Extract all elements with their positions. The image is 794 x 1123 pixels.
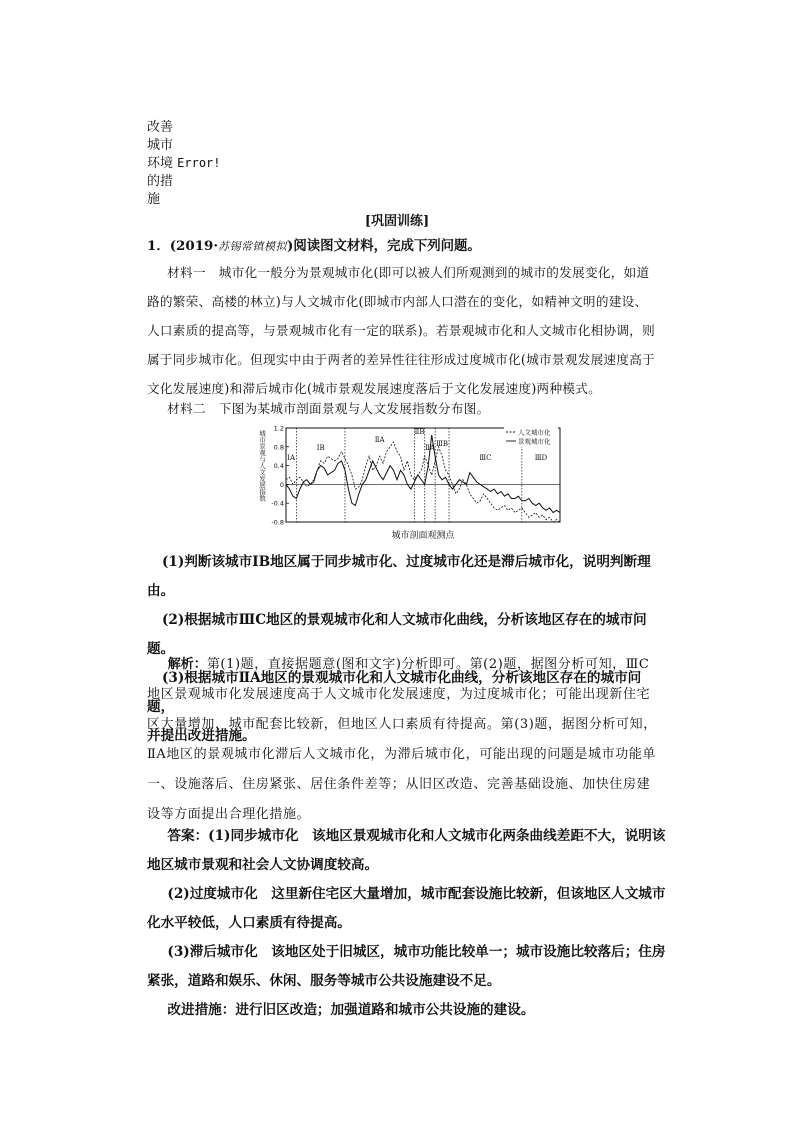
region-label: ⅢD [534,454,548,462]
region-label: ⅡA [374,436,385,444]
error-text: Error! [177,156,221,170]
y-tick-label: 1.2 [273,424,284,433]
answer-3: (3)滞后城市化 该地区处于旧城区，城市功能比较单一；城市设施比较落后；住房紧张，道路和娱乐、休闲、服务等城市公共设施建设不足。 [147,944,666,989]
question-1: (1)判断该城市ⅠB地区属于同步城市化、过度城市化还是滞后城市化，说明判断理由。 [147,554,651,599]
stub-line: 施 [147,192,161,207]
y-tick-label: 0 [279,480,284,489]
question-source: 苏锡常镇模拟 [218,240,287,253]
legend-label: 人文城市化 [518,428,551,437]
material-one: 材料一 城市化一般分为景观城市化(即可以被人们所观测到的城市的发展变化，如道路的繁荣、高楼的林立)与人文城市化(即城市内部人口潜在的变化，如精神文明的建设、人口素质的提高等，与景观城市化有一定的联系)。若景观城市化和人文城市化相协调，则属于同步城市化。但现实中由于两者的差异性往往形成过度城市化(城市景观发展速度高于文化发展速度)和滞后城市化(城市景观发展速度落后于文化发展速度)两种模式。 [147,265,656,396]
answer-4: 改进措施：进行旧区改造；加强道路和城市公共设施的建设。 [167,1002,535,1018]
question-3-cont: 并提出改进措施。 [147,728,256,744]
answer-2: (2)过度城市化 这里新住宅区大量增加，城市配套设施比较新，但该地区人文城市化水平较低，人口素质有待提高。 [147,886,666,931]
analysis-text: 第(1)题，直接据题意(图和文字)分析即可。第(2)题，据图分析可知，ⅢC地区景观城市化发展速度高于人文城市化发展速度，为过度城市化；可能出现新住宅区大量增加，城市配套比较新，但地区人口素质有待提高。第(3)题，据图分析可知，ⅡA地区的景观城市化滞后人文城市化，为滞后城市化，可能出现的问题是城市功能单一、设施落后、住房紧张、居住条件差等；从旧区改造、完善基础设施、加快住房建设等方面提出合理化措施。 [147,657,657,822]
y-tick-label: 0.8 [273,443,284,452]
region-label: ⅡB [414,428,425,436]
stub-line [147,154,221,173]
question-2: (2)根据城市ⅢC地区的景观城市化和人文城市化曲线，分析该地区存在的城市问题。 [147,612,647,657]
material-two: 材料二 下图为某城市剖面景观与人文发展指数分布图。 [167,401,490,416]
source-open: (2019· [169,238,218,254]
chart [254,424,574,542]
question-stem [147,232,647,261]
chart-svg [254,424,574,542]
region-label: ⅢC [479,454,492,462]
y-axis-label: 城市景观与人文发展指数 [258,430,266,502]
question-prompt: 阅读图文材料，完成下列问题。 [293,238,481,254]
section-heading: [巩固训练] [364,214,430,229]
stub-line: 改善 [147,120,174,135]
region-label: ⅡA [425,444,435,452]
x-axis-label: 城市剖面观测点 [391,531,455,541]
y-tick-label: 0.4 [273,462,284,471]
stub-line: 城市 [147,138,174,153]
stub-text: 环境 [147,156,174,171]
legend-label: 景观城市化 [518,437,551,446]
analysis [147,650,659,830]
region-label: ⅠA [287,454,296,462]
stub-line: 的措 [147,174,174,189]
answer [147,822,667,1025]
analysis-label: 解析： [167,657,207,672]
y-tick-label: -0.4 [271,499,284,508]
question-number: 1． [147,238,170,254]
region-label: ⅠB [316,444,325,452]
question-3: (3)根据城市ⅡA地区的景观城市化和人文城市化曲线，分析该地区存在的城市问题， [147,670,642,715]
region-label: ⅢB [436,440,449,448]
source-close: ) [287,238,294,254]
answer-1: 答案：(1)同步城市化 该地区景观城市化和人文城市化两条曲线差距不大，说明该地区城市景观和社会人文协调度较高。 [147,828,666,873]
y-tick-label: -0.8 [271,518,284,527]
